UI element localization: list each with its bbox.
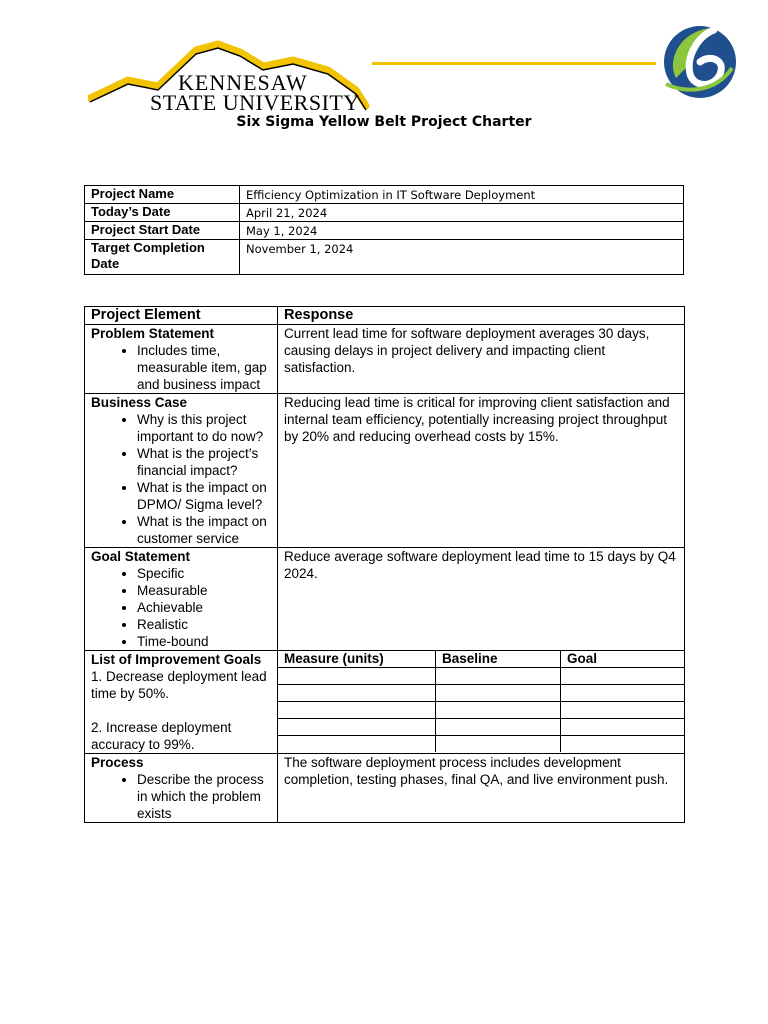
project-elements-table [84,306,685,823]
response-header: Response [278,307,685,325]
list-item: • What is the project’s financial impact? [137,445,271,479]
improvement-goals-title: List of Improvement Goals [91,652,262,667]
table-row [85,222,684,240]
table-row [278,719,684,736]
document-title-text: Six Sigma Yellow Belt Project Charter [236,114,532,130]
business-case-row [85,394,685,548]
header-rule [372,62,656,65]
business-case-response: Reducing lead time is critical for improving client satisfaction and internal team efficiency, potentially increasing project throughput by 20% and reducing overhead costs by 15%. [278,394,685,548]
problem-statement-bullets [91,342,271,393]
table-row [278,736,684,753]
goal-statement-bullets [91,565,271,650]
start-date-value: May 1, 2024 [240,222,684,240]
list-item: • Time-bound [137,633,271,650]
table-row [278,685,684,702]
improvement-goal-2: 2. Increase deployment accuracy to 99%. [91,720,232,752]
list-item: • Measurable [137,582,271,599]
table-header-row [85,307,685,325]
list-item: • Why is this project important to do now? [137,411,271,445]
problem-statement-row [85,325,685,394]
baseline-header: Baseline [436,651,561,668]
completion-date-label: Target Completion Date [85,240,240,275]
start-date-label: Project Start Date [85,222,240,240]
table-header-row [278,651,684,668]
business-case-title: Business Case [91,395,188,410]
ksu-logo [88,40,378,115]
business-case-bullets [91,411,271,547]
list-item: • What is the impact on DPMO/ Sigma level? [137,479,271,513]
process-response: The software deployment process includes development completion, testing phases, final QA, and live environment push. [278,754,685,823]
list-item: • Realistic [137,616,271,633]
goal-statement-row [85,548,685,651]
six-sigma-logo [656,18,740,102]
project-name-label: Project Name [85,186,240,204]
list-item: • Includes time, measurable item, gap and business impact [137,342,271,393]
list-item: • What is the impact on customer service [137,513,271,547]
process-title: Process [91,755,144,770]
process-bullets [91,771,271,822]
problem-statement-response: Current lead time for software deployment averages 30 days, causing delays in project delivery and impacting client satisfaction. [278,325,685,394]
measure-units-header: Measure (units) [278,651,436,668]
project-info-table [84,185,684,275]
list-item: • Describe the process in which the problem exists [137,771,271,822]
todays-date-label: Today’s Date [85,204,240,222]
improvement-goal-1: 1. Decrease deployment lead time by 50%. [91,669,267,701]
document-title [0,114,768,130]
table-row [278,668,684,685]
university-name-line2: STATE UNIVERSITY [150,90,360,115]
improvement-measures-table [278,651,684,752]
list-item: • Specific [137,565,271,582]
completion-date-value: November 1, 2024 [240,240,684,275]
table-row [85,186,684,204]
goal-statement-title: Goal Statement [91,549,191,564]
project-element-header: Project Element [85,307,278,325]
problem-statement-title: Problem Statement [91,326,215,341]
project-name-value: Efficiency Optimization in IT Software Deployment [240,186,684,204]
table-row [85,240,684,275]
improvement-goals-row [85,651,685,754]
todays-date-value: April 21, 2024 [240,204,684,222]
goal-header: Goal [561,651,685,668]
process-row [85,754,685,823]
table-row [85,204,684,222]
table-row [278,702,684,719]
list-item: • Achievable [137,599,271,616]
goal-statement-response: Reduce average software deployment lead time to 15 days by Q4 2024. [278,548,685,651]
university-name-line1: KENNESAW [178,70,308,95]
